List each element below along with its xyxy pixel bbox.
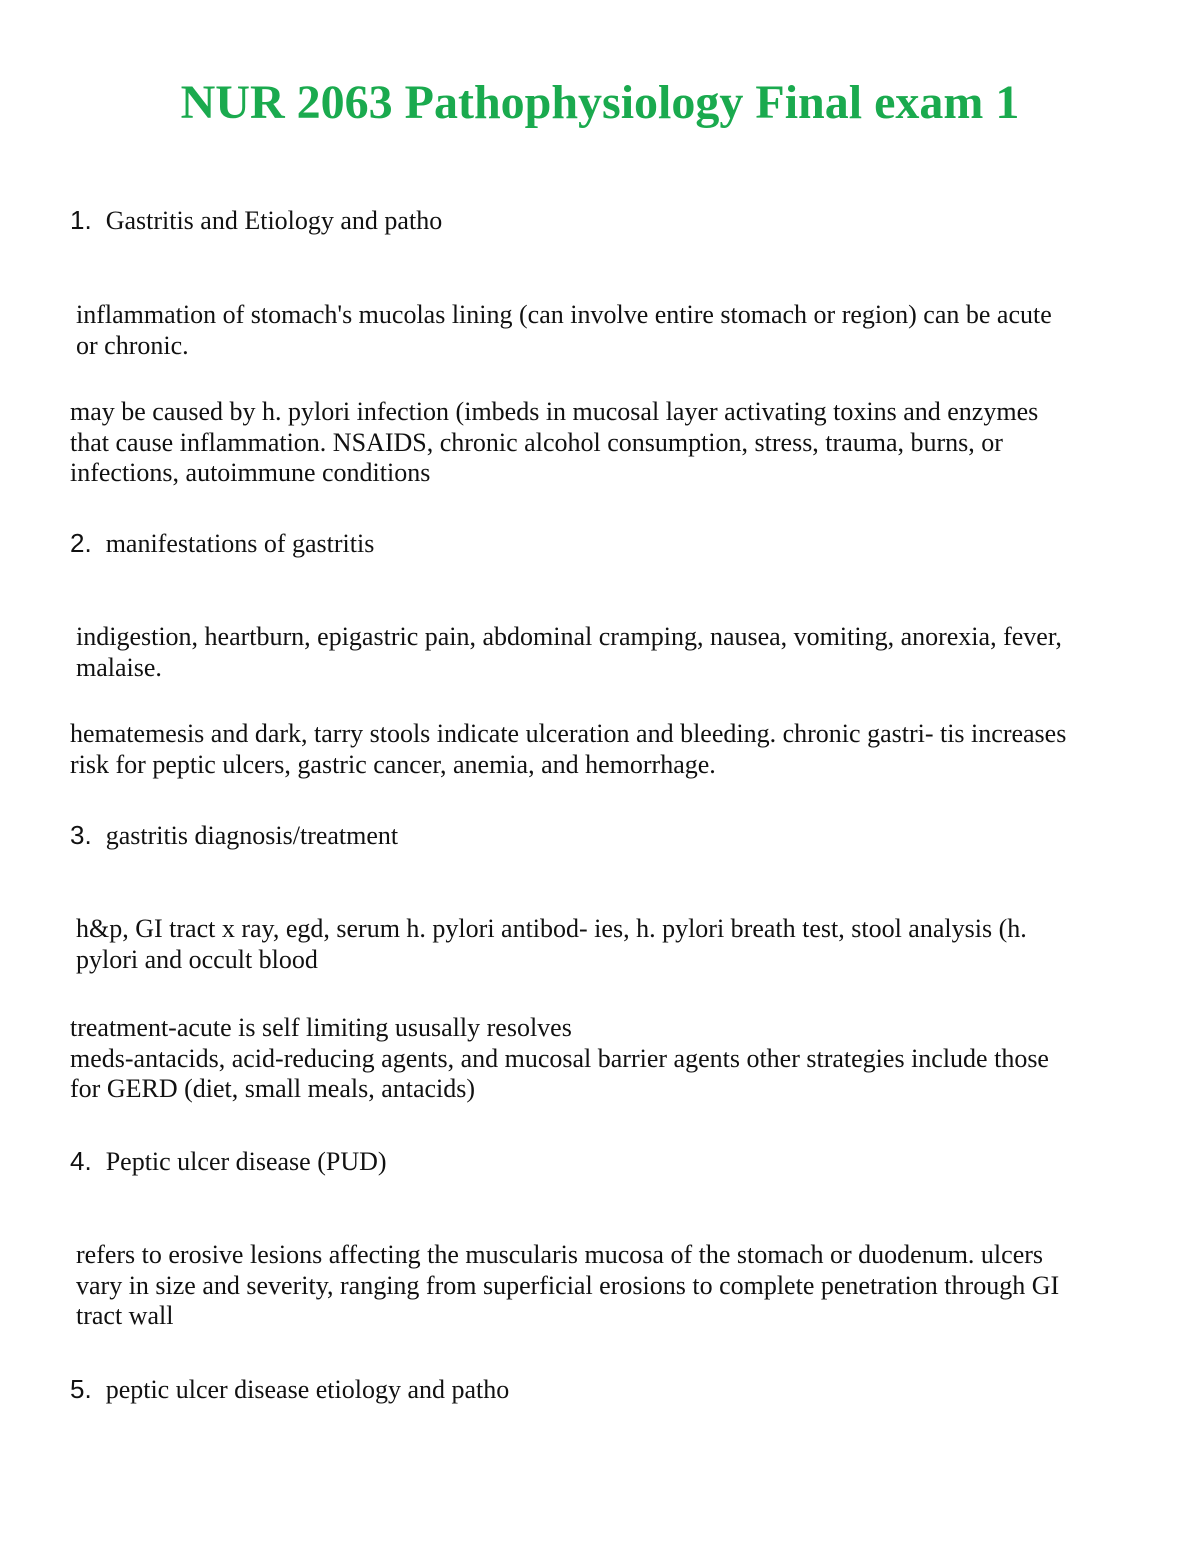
answer-line: or chronic. xyxy=(76,330,189,360)
question-number: 3. xyxy=(70,820,92,850)
answer-line: vary in size and severity, ranging from superficial erosions to complete penetration through GI xyxy=(76,1270,1060,1300)
answer-line: h&p, GI tract x ray, egd, serum h. pylori antibod- ies, h. pylori breath test, stool analysis (h. xyxy=(76,914,1027,943)
question-4 xyxy=(70,1146,387,1177)
answer-line: risk for peptic ulcers, gastric cancer, anemia, and hemorrhage. xyxy=(70,749,716,779)
question-text: gastritis diagnosis/treatment xyxy=(105,821,399,850)
question-text: Gastritis and Etiology and patho xyxy=(105,206,443,235)
question-2 xyxy=(70,528,374,559)
question-number: 1. xyxy=(70,205,92,235)
answer-line: for GERD (diet, small meals, antacids) xyxy=(70,1074,476,1103)
answer-line: inflammation of stomach's mucolas lining (can involve entire stomach or region) can be acute xyxy=(76,300,1052,329)
answer-line: infections, autoimmune conditions xyxy=(70,458,431,487)
question-number: 5. xyxy=(70,1374,92,1404)
question-text: manifestations of gastritis xyxy=(105,529,375,558)
question-5 xyxy=(70,1374,509,1405)
answer-line: meds-antacids, acid-reducing agents, and mucosal barrier agents other strategies include those xyxy=(70,1043,1049,1073)
question-number: 4. xyxy=(70,1146,92,1176)
answer-line: may be caused by h. pylori infection (imbeds in mucosal layer activating toxins and enzymes xyxy=(70,397,1039,426)
question-text: peptic ulcer disease etiology and patho xyxy=(105,1375,510,1404)
answer-paragraph xyxy=(70,300,1120,361)
answer-paragraph xyxy=(70,622,1120,683)
answer-paragraph xyxy=(70,719,1120,780)
question-3 xyxy=(70,820,398,851)
answer-line: hematemesis and dark, tarry stools indicate ulceration and bleeding. chronic gastri- tis increases xyxy=(70,719,1067,748)
page-title: NUR 2063 Pathophysiology Final exam 1 xyxy=(180,76,1020,129)
answer-line: that cause inflammation. NSAIDS, chronic alcohol consumption, stress, trauma, burns, or xyxy=(70,427,1003,457)
answer-paragraph xyxy=(70,1013,1120,1105)
answer-line: indigestion, heartburn, epigastric pain, abdominal cramping, nausea, vomiting, anorexia, fever, xyxy=(76,622,1062,651)
question-number: 2. xyxy=(70,528,92,558)
question-text: Peptic ulcer disease (PUD) xyxy=(105,1147,387,1176)
answer-line: treatment-acute is self limiting ususally resolves xyxy=(70,1013,572,1042)
answer-paragraph xyxy=(70,914,1120,975)
answer-line: pylori and occult blood xyxy=(76,944,318,974)
answer-line: tract wall xyxy=(76,1301,174,1330)
answer-line: malaise. xyxy=(76,652,162,682)
question-1 xyxy=(70,205,442,236)
answer-line: refers to erosive lesions affecting the muscularis mucosa of the stomach or duodenum. ulcers xyxy=(76,1240,1044,1269)
answer-paragraph xyxy=(70,397,1120,489)
answer-paragraph xyxy=(70,1240,1120,1332)
